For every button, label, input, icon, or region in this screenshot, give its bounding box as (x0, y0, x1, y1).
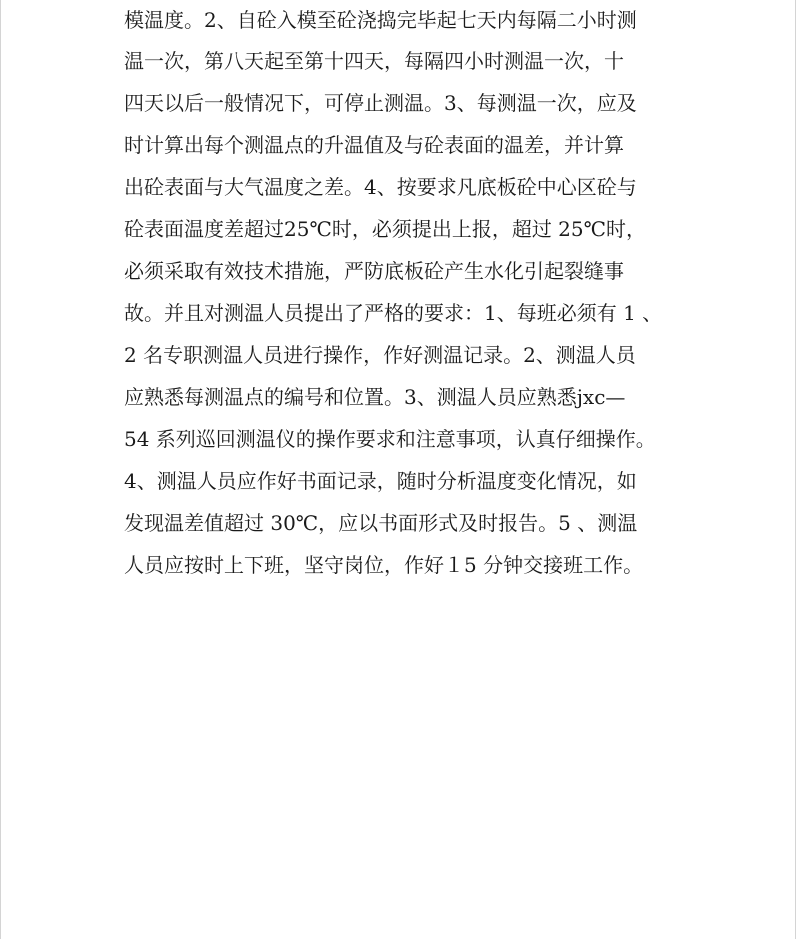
text-line: 54 系列巡回测温仪的操作要求和注意事项，认真仔细操作。 (124, 427, 656, 451)
text-line: 模温度。2、自砼入模至砼浇捣完毕起七天内每隔二小时测 (124, 8, 637, 32)
text-line: 砼表面温度差超过25℃时，必须提出上报，超过 25℃时， (124, 217, 647, 241)
text-line: 人员应按时上下班，坚守岗位，作好１5 分钟交接班工作。 (124, 553, 644, 577)
text-line: 应熟悉每测温点的编号和位置。3、测温人员应熟悉jxc— (124, 385, 626, 409)
text-line: 四天以后一般情况下，可停止测温。3、每测温一次，应及 (124, 91, 637, 115)
text-line: 2 名专职测温人员进行操作，作好测温记录。2、测温人员 (124, 343, 636, 367)
text-line: 必须采取有效技术措施，严防底板砼产生水化引起裂缝事 (124, 259, 624, 283)
body-text (124, 0, 694, 586)
text-line: 出砼表面与大气温度之差。4、按要求凡底板砼中心区砼与 (124, 175, 637, 199)
text-line: 故。并且对测温人员提出了严格的要求：1、每班必须有 1 、 (124, 301, 663, 325)
text-line: 4、测温人员应作好书面记录，随时分析温度变化情况，如 (124, 469, 637, 493)
text-line: 时计算出每个测温点的升温值及与砼表面的温差，并计算 (124, 133, 624, 157)
text-line: 温一次，第八天起至第十四天，每隔四小时测温一次，十 (124, 49, 624, 73)
text-line: 发现温差值超过 30℃，应以书面形式及时报告。5 、测温 (124, 511, 638, 535)
